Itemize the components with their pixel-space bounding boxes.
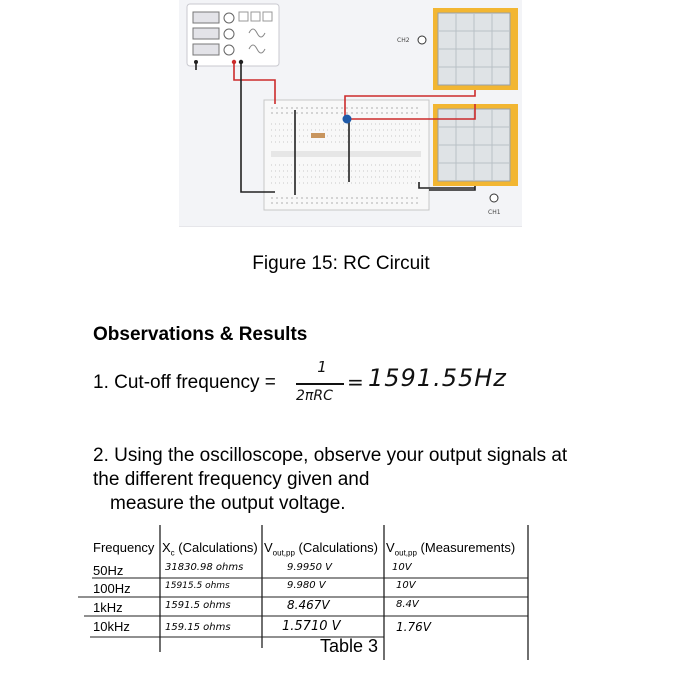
header-xc: $X_c$ (Calculations) [162, 540, 258, 558]
question-2-line-2: the different frequency given and [93, 469, 370, 490]
row-2-vcalc: 9.980 V [287, 580, 326, 591]
figure-caption: Figure 15: RC Circuit [252, 253, 430, 274]
question-2-line-1: 2. Using the oscilloscope, observe your output signals at [93, 445, 568, 466]
cutoff-denominator: 2πRC [296, 388, 333, 404]
ch1-label: CH1 [488, 209, 501, 216]
header-frequency: Frequency [93, 540, 155, 555]
circuit-figure [179, 0, 522, 227]
oscilloscope-screen-ch2 [433, 8, 518, 90]
section-title: Observations & Results [93, 324, 308, 345]
ch1-probe-icon [490, 194, 498, 202]
cutoff-numerator: 1 [317, 358, 327, 376]
question-2 [93, 444, 653, 516]
row-1-vcalc: 9.9950 V [287, 562, 333, 573]
ch2-label: CH2 [397, 37, 410, 44]
row-1-xc: 31830.98 ohms [165, 562, 244, 573]
row-3-vcalc: 8.467V [287, 598, 330, 612]
row-4-vcalc: 1.5710 V [282, 619, 341, 634]
cutoff-equals: = [347, 370, 364, 394]
probe-node-icon [343, 115, 352, 124]
row-2-vmeas: 10V [396, 580, 416, 591]
cutoff-label: 1. Cut-off frequency = [93, 372, 276, 393]
ch2-probe-icon [418, 36, 426, 44]
table-caption: Table 3 [320, 636, 379, 656]
function-generator [187, 4, 279, 66]
header-vout-calc: $V_{out,pp}$ (Calculations) [264, 540, 379, 558]
row-3-xc: 1591.5 ohms [165, 600, 231, 611]
row-2-xc: 15915.5 ohms [165, 581, 230, 591]
cutoff-result: 1591.55Hz [368, 364, 507, 392]
row-1-vmeas: 10V [392, 562, 412, 573]
rc-circuit-diagram [179, 0, 522, 226]
row-4-vmeas: 1.76V [396, 620, 431, 634]
row-3-frequency: 1kHz [93, 600, 123, 615]
row-4-frequency: 10kHz [93, 619, 130, 634]
row-3-vmeas: 8.4V [396, 599, 419, 610]
question-2-line-3: measure the output voltage. [110, 493, 346, 514]
row-2-frequency: 100Hz [93, 581, 131, 596]
fraction-line [296, 383, 344, 385]
header-vout-meas: $V_{out,pp}$ (Measurements) [386, 540, 516, 558]
row-4-xc: 159.15 ohms [165, 622, 231, 633]
row-1-frequency: 50Hz [93, 563, 124, 578]
